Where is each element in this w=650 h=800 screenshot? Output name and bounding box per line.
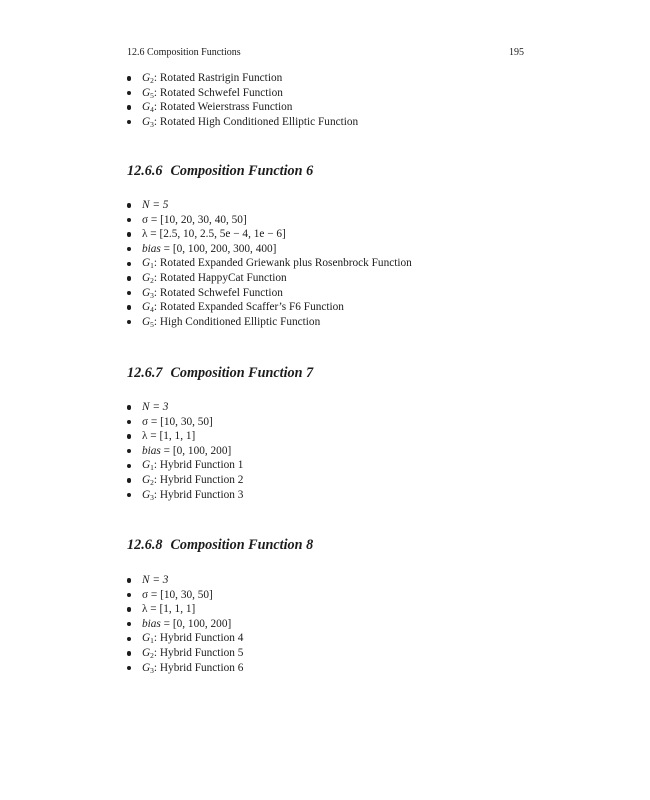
bullet-icon <box>127 232 131 236</box>
param-lambda: λ = [2.5, 10, 2.5, 5e − 4, 1e − 6] <box>127 227 412 242</box>
bullet-icon <box>127 247 131 251</box>
bullet-icon <box>127 105 131 109</box>
param-bias: bias = [0, 100, 200] <box>127 444 243 459</box>
section-number: 12.6.6 <box>127 163 163 179</box>
list-item: $G_4$: Rotated Expanded Scaffer’s F6 Function <box>127 300 412 315</box>
bullet-icon <box>127 405 131 409</box>
bullet-icon <box>127 607 131 611</box>
bullet-icon <box>127 320 131 324</box>
bullet-icon <box>127 593 131 597</box>
bullet-icon <box>127 218 131 222</box>
bullet-icon <box>127 76 131 80</box>
continued-function-list <box>127 71 358 129</box>
section-heading-12-6-6 <box>127 163 313 180</box>
list-item: $G_5$: Rotated Schwefel Function <box>127 86 358 101</box>
bullet-icon <box>127 464 131 468</box>
bullet-icon <box>127 305 131 309</box>
list-item: $G_2$: Hybrid Function 5 <box>127 646 243 661</box>
param-sigma: σ = [10, 30, 50] <box>127 588 243 603</box>
section-title: Composition Function 6 <box>170 163 314 179</box>
section-number: 12.6.8 <box>127 537 163 553</box>
bullet-icon <box>127 203 131 207</box>
bullet-icon <box>127 434 131 438</box>
bullet-icon <box>127 666 131 670</box>
list-item: $G_2$: Rotated Rastrigin Function <box>127 71 358 86</box>
section-12-6-8-list <box>127 573 243 675</box>
list-item: $G_3$: Hybrid Function 6 <box>127 661 243 676</box>
list-item: $G_3$: Rotated Schwefel Function <box>127 286 412 301</box>
list-item: $G_1$: Rotated Expanded Griewank plus Rosenbrock Function <box>127 256 412 271</box>
section-heading-12-6-7 <box>127 365 313 382</box>
list-item: $G_3$: Rotated High Conditioned Elliptic Function <box>127 115 358 130</box>
bullet-icon <box>127 449 131 453</box>
bullet-icon <box>127 291 131 295</box>
list-item: $G_4$: Rotated Weierstrass Function <box>127 100 358 115</box>
list-item: $G_2$: Rotated HappyCat Function <box>127 271 412 286</box>
bullet-icon <box>127 262 131 266</box>
bullet-icon <box>127 578 131 582</box>
param-lambda: λ = [1, 1, 1] <box>127 429 243 444</box>
section-12-6-6-list <box>127 198 412 329</box>
section-title: Composition Function 8 <box>170 537 314 553</box>
section-12-6-7-list <box>127 400 243 502</box>
list-item: $G_3$: Hybrid Function 3 <box>127 488 243 503</box>
bullet-icon <box>127 637 131 641</box>
param-sigma: σ = [10, 30, 50] <box>127 415 243 430</box>
bullet-icon <box>127 493 131 497</box>
bullet-icon <box>127 420 131 424</box>
param-n: N = 3 <box>127 400 243 415</box>
list-item: $G_1$: Hybrid Function 4 <box>127 631 243 646</box>
param-sigma: σ = [10, 20, 30, 40, 50] <box>127 213 412 228</box>
param-bias: bias = [0, 100, 200] <box>127 617 243 632</box>
running-head <box>127 45 524 61</box>
section-number: 12.6.7 <box>127 365 163 381</box>
list-item: $G_2$: Hybrid Function 2 <box>127 473 243 488</box>
section-title: Composition Function 7 <box>170 365 314 381</box>
bullet-icon <box>127 276 131 280</box>
running-head-section: 12.6 Composition Functions <box>127 47 241 58</box>
param-n: N = 5 <box>127 198 412 213</box>
param-bias: bias = [0, 100, 200, 300, 400] <box>127 242 412 257</box>
page-number: 195 <box>509 47 524 58</box>
list-item: $G_5$: High Conditioned Elliptic Function <box>127 315 412 330</box>
bullet-icon <box>127 91 131 95</box>
bullet-icon <box>127 651 131 655</box>
section-heading-12-6-8 <box>127 537 313 554</box>
list-item: $G_1$: Hybrid Function 1 <box>127 458 243 473</box>
bullet-icon <box>127 478 131 482</box>
param-lambda: λ = [1, 1, 1] <box>127 602 243 617</box>
bullet-icon <box>127 622 131 626</box>
bullet-icon <box>127 120 131 124</box>
param-n: N = 3 <box>127 573 243 588</box>
